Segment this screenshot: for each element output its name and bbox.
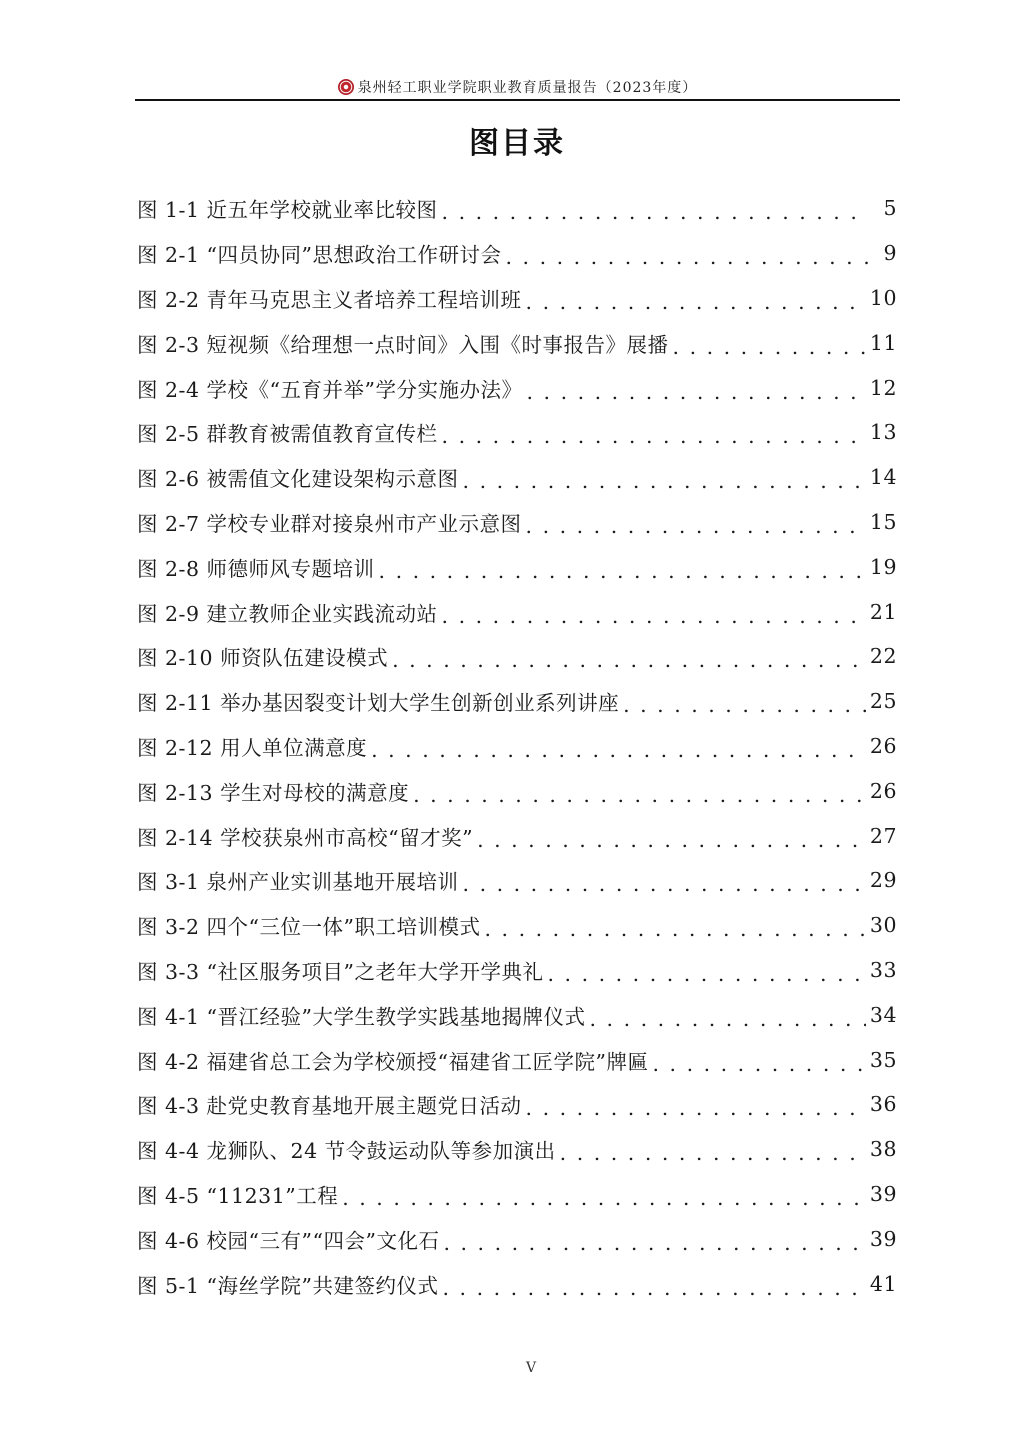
toc-entry-label: 图 2-9 建立教师企业实践流动站 [137,601,438,626]
dot-leader [526,514,866,538]
toc-entry[interactable] [137,724,897,769]
toc-entry[interactable] [137,455,897,500]
dot-leader [506,245,869,269]
toc-entry[interactable] [137,903,897,948]
dot-leader [485,917,866,941]
running-header [135,74,900,100]
toc-entry[interactable] [137,1216,897,1261]
toc-entry-page: 39 [869,1226,897,1251]
toc-entry-page: 26 [869,733,897,758]
toc-entry-page: 34 [869,1002,897,1027]
toc-entry-page: 13 [869,420,897,445]
toc-entry[interactable] [137,1127,897,1172]
dot-leader [443,1276,866,1300]
dot-leader [443,1231,865,1255]
dot-leader [463,469,866,493]
toc-entry-label: 图 2-7 学校专业群对接泉州市产业示意图 [137,511,522,536]
toc-entry-label: 图 1-1 近五年学校就业率比较图 [137,198,438,223]
toc-entry-page: 19 [869,554,897,579]
toc-entry[interactable] [137,320,897,365]
toc-entry-page: 9 [883,241,897,266]
toc-entry-page: 27 [869,823,897,848]
school-emblem-icon [338,79,354,95]
toc-entry-label: 图 2-12 用人单位满意度 [137,735,368,760]
toc-entry[interactable] [137,544,897,589]
toc-entry-label: 图 2-1 “四员协同”思想政治工作研讨会 [137,243,502,268]
toc-entry-label: 图 4-1 “晋江经验”大学生教学实践基地揭牌仪式 [137,1004,586,1029]
toc-entry[interactable] [137,679,897,724]
toc-entry-label: 图 2-13 学生对母校的满意度 [137,780,410,805]
toc-entry[interactable] [137,186,897,231]
toc-entry[interactable] [137,992,897,1037]
toc-entry-page: 26 [869,778,897,803]
dot-leader [463,872,866,896]
toc-entry-label: 图 4-4 龙狮队、24 节令鼓运动队等参加演出 [137,1139,556,1164]
toc-entry-label: 图 3-1 泉州产业实训基地开展培训 [137,870,459,895]
toc-entry-page: 15 [869,509,897,534]
dot-leader [413,783,866,807]
toc-entry[interactable] [137,231,897,276]
dot-leader [548,962,866,986]
toc-entry-label: 图 3-3 “社区服务项目”之老年大学开学典礼 [137,959,544,984]
dot-leader [442,200,869,224]
toc-entry[interactable] [137,813,897,858]
toc-entry[interactable] [137,410,897,455]
dot-leader [590,1007,866,1031]
dot-leader [526,290,866,314]
dot-leader [560,1141,866,1165]
dot-leader [342,1186,866,1210]
toc-entry-page: 39 [869,1181,897,1206]
toc-entry[interactable] [137,276,897,321]
dot-leader [673,335,866,359]
toc-entry[interactable] [137,634,897,679]
toc-entry-label: 图 2-5 群教育被需值教育宣传栏 [137,422,438,447]
toc-entry-label: 图 2-11 举办基因裂变计划大学生创新创业系列讲座 [137,691,620,716]
page-number: V [525,1360,537,1376]
toc-entry[interactable] [137,1037,897,1082]
toc-entry-label: 图 4-6 校园“三有”“四会”文化石 [137,1228,440,1253]
toc-entry-page: 11 [869,330,897,355]
toc-entry-page: 30 [869,913,897,938]
toc-entry-label: 图 2-14 学校获泉州市高校“留才奖” [137,825,474,850]
toc-entry-label: 图 2-10 师资队伍建设模式 [137,646,389,671]
page-title: 图目录 [469,126,565,161]
toc-entry-page: 38 [869,1137,897,1162]
toc-entry-label: 图 4-2 福建省总工会为学校颁授“福建省工匠学院”牌匾 [137,1049,649,1074]
toc-entry-label: 图 3-2 四个“三位一体”职工培训模式 [137,915,481,940]
toc-entry-page: 10 [869,285,897,310]
toc-entry[interactable] [137,365,897,410]
toc-entry-label: 图 2-4 学校《“五育并举”学分实施办法》 [137,377,523,402]
header-divider [135,99,900,101]
toc-entry-label: 图 4-3 赴党史教育基地开展主题党日活动 [137,1094,522,1119]
toc-entry-page: 12 [869,375,897,400]
toc-entry-page: 5 [883,196,897,221]
toc-entry-page: 14 [869,465,897,490]
toc-entry[interactable] [137,1082,897,1127]
toc-entry-page: 33 [869,957,897,982]
toc-entry-page: 25 [869,689,897,714]
dot-leader [526,1096,866,1120]
toc-entry-label: 图 2-3 短视频《给理想一点时间》入围《时事报告》展播 [137,332,669,357]
dot-leader [371,738,866,762]
toc-entry-page: 35 [869,1047,897,1072]
toc-entry[interactable] [137,589,897,634]
toc-entry-label: 图 2-8 师德师风专题培训 [137,556,375,581]
dot-leader [442,604,866,628]
dot-leader [442,424,866,448]
toc-entry[interactable] [137,858,897,903]
dot-leader [653,1052,866,1076]
toc-entry-page: 36 [869,1092,897,1117]
toc-entry[interactable] [137,768,897,813]
toc-entry[interactable] [137,1172,897,1217]
toc-entry[interactable] [137,1261,897,1306]
toc-entry-label: 图 2-6 被需值文化建设架构示意图 [137,467,459,492]
toc-entry-label: 图 2-2 青年马克思主义者培养工程培训班 [137,287,522,312]
header-text: 泉州轻工职业学院职业教育质量报告（2023年度） [357,80,698,96]
toc-entry[interactable] [137,500,897,545]
toc-entry[interactable] [137,948,897,993]
toc-entry-page: 41 [869,1271,897,1296]
dot-leader [477,828,866,852]
toc-entry-label: 图 5-1 “海丝学院”共建签约仪式 [137,1273,439,1298]
dot-leader [379,559,866,583]
dot-leader [527,380,866,404]
figure-list [137,186,897,1306]
toc-entry-page: 22 [869,644,897,669]
toc-entry-page: 21 [869,599,897,624]
dot-leader [623,693,866,717]
dot-leader [392,648,866,672]
toc-entry-label: 图 4-5 “11231”工程 [137,1183,339,1208]
toc-entry-page: 29 [869,868,897,893]
